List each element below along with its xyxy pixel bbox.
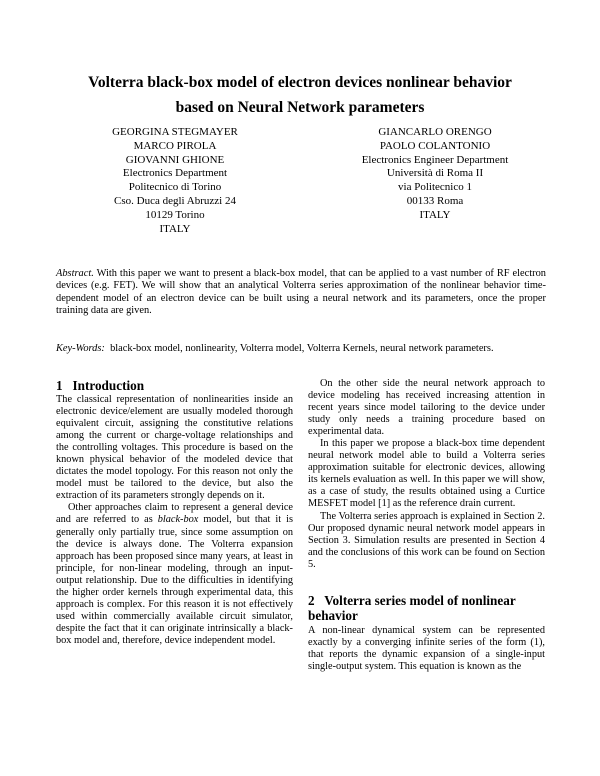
abstract-label: Abstract.: [56, 268, 94, 279]
title-line-1: Volterra black-box model of electron devices nonlinear behavior: [88, 74, 512, 91]
keywords-label: Key-Words:: [56, 343, 105, 354]
paragraph: A non-linear dynamical system can be represented exactly by a converging infinite series of the form (1), that reports the dynamic expansion of a single-input single-output system. This equation is known as the: [308, 624, 545, 672]
paragraph: In this paper we propose a black-box time dependent neural network model able to build a Volterra series approximation suitable for electronic devices, allowing its kernels evaluation as well. In this paper we will show, as a case of study, the results obtained using a Curtice MESFET model [1] as the reference drain current.: [308, 438, 545, 510]
section-2-heading: 2 Volterra series model of nonlinear behavior: [308, 592, 519, 623]
paper-title: [40, 70, 560, 120]
emphasis-text: black-box: [157, 514, 199, 526]
author-block-right: [330, 126, 540, 223]
affiliation-line: via Politecnico 1: [398, 181, 472, 194]
author-line: GIANCARLO ORENGO: [378, 126, 492, 138]
keywords: [56, 343, 546, 355]
paragraph: [56, 502, 293, 647]
abstract-text: With this paper we want to present a black-box model, that can be applied to a vast number of RF electron devices (e.g. FET). We will show that an analytical Volterra series approximation of the nonlinear behavior time-dependent model of an electron device can be built using a neural network and its parameters, once the proper training data are given.: [56, 268, 546, 317]
affiliation-line: 10129 Torino: [145, 208, 205, 221]
author-line: PAOLO COLANTONIO: [379, 139, 491, 152]
left-column: [56, 378, 293, 647]
paragraph-text: model, but that it is generally only partially true, since some assumption on the device is always done. The Volterra expansion approach has been proposed since many years, at least in principle, for non-linear modeling, through an input-output relationship. Due to the difficulties in identifying the higher order kernels through experimental data, this approach is complex. For this reason it is not effectively used within commercially available circuit simulator, despite the fact that it can originate intrinsically a black-box model and, therefore, device independent model.: [56, 514, 293, 646]
author-line: MARCO PIROLA: [133, 139, 217, 152]
affiliation-line: Cso. Duca degli Abruzzi 24: [114, 194, 236, 207]
affiliation-line: 00133 Roma: [406, 194, 464, 207]
paragraph-text: Other approaches claim to represent a general device and are referred to as: [56, 502, 293, 526]
author-block-left: [60, 126, 290, 236]
section-1-heading: 1 Introduction: [56, 378, 145, 393]
affiliation-line: Università di Roma II: [386, 167, 484, 180]
author-line: GEORGINA STEGMAYER: [112, 126, 238, 138]
right-column: [308, 378, 545, 673]
affiliation-line: Electronics Engineer Department: [361, 153, 509, 166]
author-line: GIOVANNI GHIONE: [125, 153, 225, 166]
paragraph: On the other side the neural network approach to device modeling has received increasing attention in recent years since model tailoring to the device under study only needs a training procedure based on experimental data.: [308, 378, 545, 438]
affiliation-line: ITALY: [159, 222, 191, 235]
affiliation-line: Electronics Department: [122, 167, 228, 180]
keywords-text: black-box model, nonlinearity, Volterra model, Volterra Kernels, neural network parameters.: [104, 343, 494, 354]
abstract: [56, 268, 546, 318]
affiliation-line: ITALY: [419, 208, 451, 221]
paragraph: The classical representation of nonlinearities inside an electronic device/element are usually modeled thorough equivalent circuit, assigning the constitutive relations among the current or charge-voltage relationships and the controlling voltages. This procedure is based on the known physical behavior of the modeled device that dictates the model topology. For this reason not only the model must be tailored to the device, but also the extraction of its parameters strongly depends on it.: [56, 394, 293, 502]
paragraph: The Volterra series approach is explained in Section 2. Our proposed dynamic neural network model appears in Section 3. Simulation results are presented in Section 4 and the conclusions of this work can be found on Section 5.: [308, 510, 545, 570]
title-line-2: based on Neural Network parameters: [175, 99, 425, 116]
affiliation-line: Politecnico di Torino: [128, 181, 222, 194]
